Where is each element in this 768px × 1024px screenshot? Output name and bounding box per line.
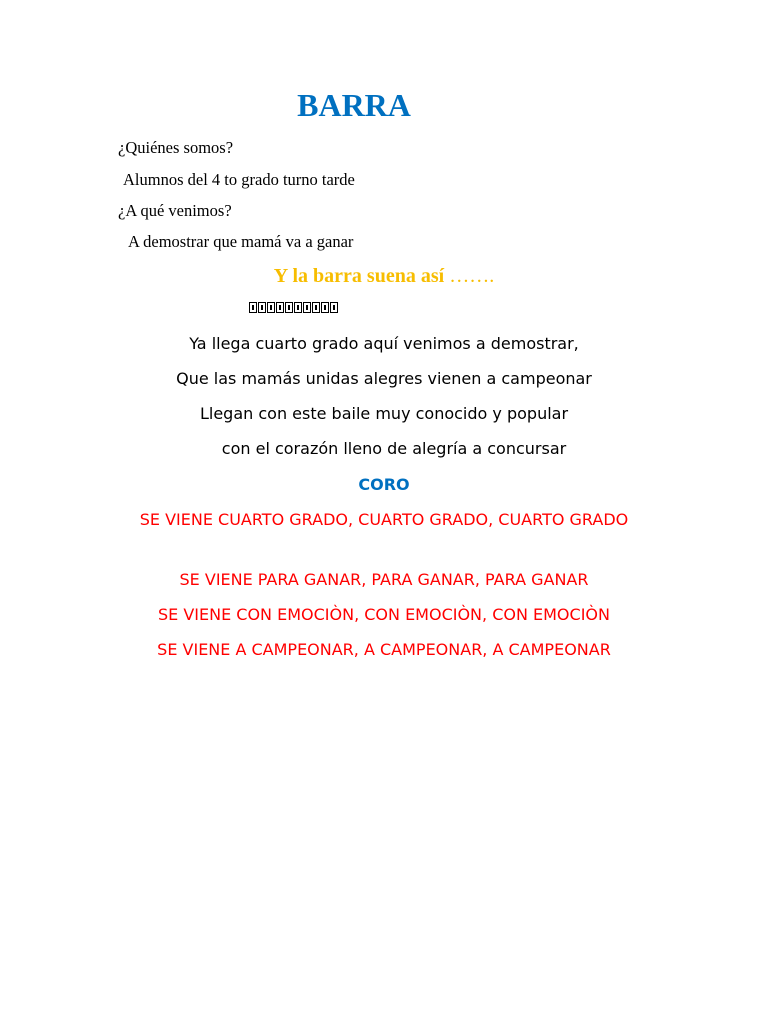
chorus-line: SE VIENE PARA GANAR, PARA GANAR, PARA GANAR — [179, 570, 589, 589]
missing-glyph-icon — [321, 302, 329, 313]
missing-glyph-icon — [285, 302, 293, 313]
missing-glyph-icon — [303, 302, 311, 313]
missing-glyph-icon — [249, 302, 257, 313]
verse-line: Que las mamás unidas alegres vienen a campeonar — [176, 369, 592, 388]
missing-glyph-icon — [330, 302, 338, 313]
chorus-heading: CORO — [358, 475, 410, 494]
question-who: ¿Quiénes somos? — [118, 138, 234, 157]
intro-text: Y la barra suena así — [273, 265, 445, 287]
verse-line: Ya llega cuarto grado aquí venimos a demostrar, — [189, 334, 579, 353]
missing-glyph-icon — [249, 302, 338, 316]
missing-glyph-icon — [258, 302, 266, 313]
intro-line — [0, 263, 768, 289]
answer-why: A demostrar que mamá va a ganar — [128, 232, 354, 251]
chorus-line: SE VIENE CON EMOCIÒN, CON EMOCIÒN, CON EMOCIÒN — [158, 605, 610, 624]
intro-ellipsis: ……. — [444, 265, 495, 287]
chorus-line: SE VIENE A CAMPEONAR, A CAMPEONAR, A CAMPEONAR — [157, 640, 611, 659]
missing-glyph-icon — [267, 302, 275, 313]
verse-line: con el corazón lleno de alegría a concursar — [221, 439, 567, 458]
chorus-line: SE VIENE CUARTO GRADO, CUARTO GRADO, CUARTO GRADO — [139, 510, 629, 529]
missing-glyph-icon — [312, 302, 320, 313]
missing-glyph-icon — [294, 302, 302, 313]
answer-who: Alumnos del 4 to grado turno tarde — [123, 170, 355, 189]
verse-line: Llegan con este baile muy conocido y popular — [199, 404, 569, 423]
document-title: BARRA — [297, 87, 411, 123]
missing-glyph-icon — [276, 302, 284, 313]
question-why: ¿A qué venimos? — [118, 201, 232, 220]
